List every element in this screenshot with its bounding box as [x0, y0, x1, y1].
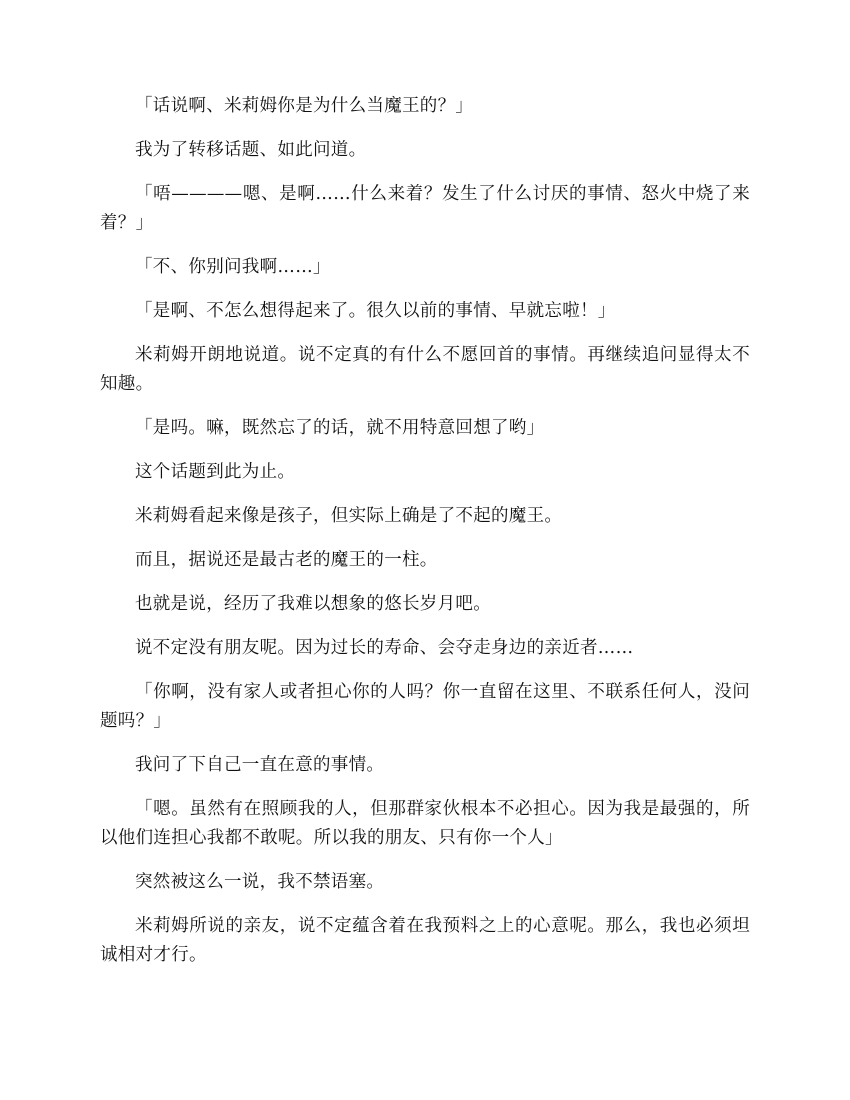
paragraph: 米莉姆看起来像是孩子，但实际上确是了不起的魔王。 [135, 506, 563, 526]
paragraph: 也就是说，经历了我难以想象的悠长岁月吧。 [135, 594, 491, 614]
paragraph: 「唔————嗯、是啊……什么来着？发生了什么讨厌的事情、怒火中烧了来着？」 [100, 184, 750, 233]
document-page [100, 92, 750, 985]
paragraph: 我问了下自己一直在意的事情。 [135, 755, 385, 775]
paragraph: 米莉姆所说的亲友，说不定蕴含着在我预料之上的心意呢。那么，我也必须坦诚相对才行。 [100, 916, 750, 965]
paragraph: 「是吗。嘛，既然忘了的话，就不用特意回想了哟」 [135, 418, 545, 438]
paragraph: 这个话题到此为止。 [135, 462, 296, 482]
paragraph: 米莉姆开朗地说道。说不定真的有什么不愿回首的事情。再继续追问显得太不知趣。 [100, 345, 750, 394]
paragraph: 「你啊，没有家人或者担心你的人吗？你一直留在这里、不联系任何人，没问题吗？」 [100, 682, 750, 731]
paragraph: 说不定没有朋友呢。因为过长的寿命、会夺走身边的亲近者…… [135, 638, 634, 658]
paragraph: 「是啊、不怎么想得起来了。很久以前的事情、早就忘啦！」 [135, 301, 616, 321]
paragraph: 而且，据说还是最古老的魔王的一柱。 [135, 550, 438, 570]
paragraph: 「嗯。虽然有在照顾我的人，但那群家伙根本不必担心。因为我是最强的，所以他们连担心我都不敢呢。所以我的朋友、只有你一个人」 [100, 799, 750, 848]
paragraph: 「不、你别问我啊……」 [135, 257, 331, 277]
paragraph: 突然被这么一说，我不禁语塞。 [135, 872, 385, 892]
paragraph: 我为了转移话题、如此问道。 [135, 140, 367, 160]
paragraph: 「话说啊、米莉姆你是为什么当魔王的？」 [135, 96, 474, 116]
